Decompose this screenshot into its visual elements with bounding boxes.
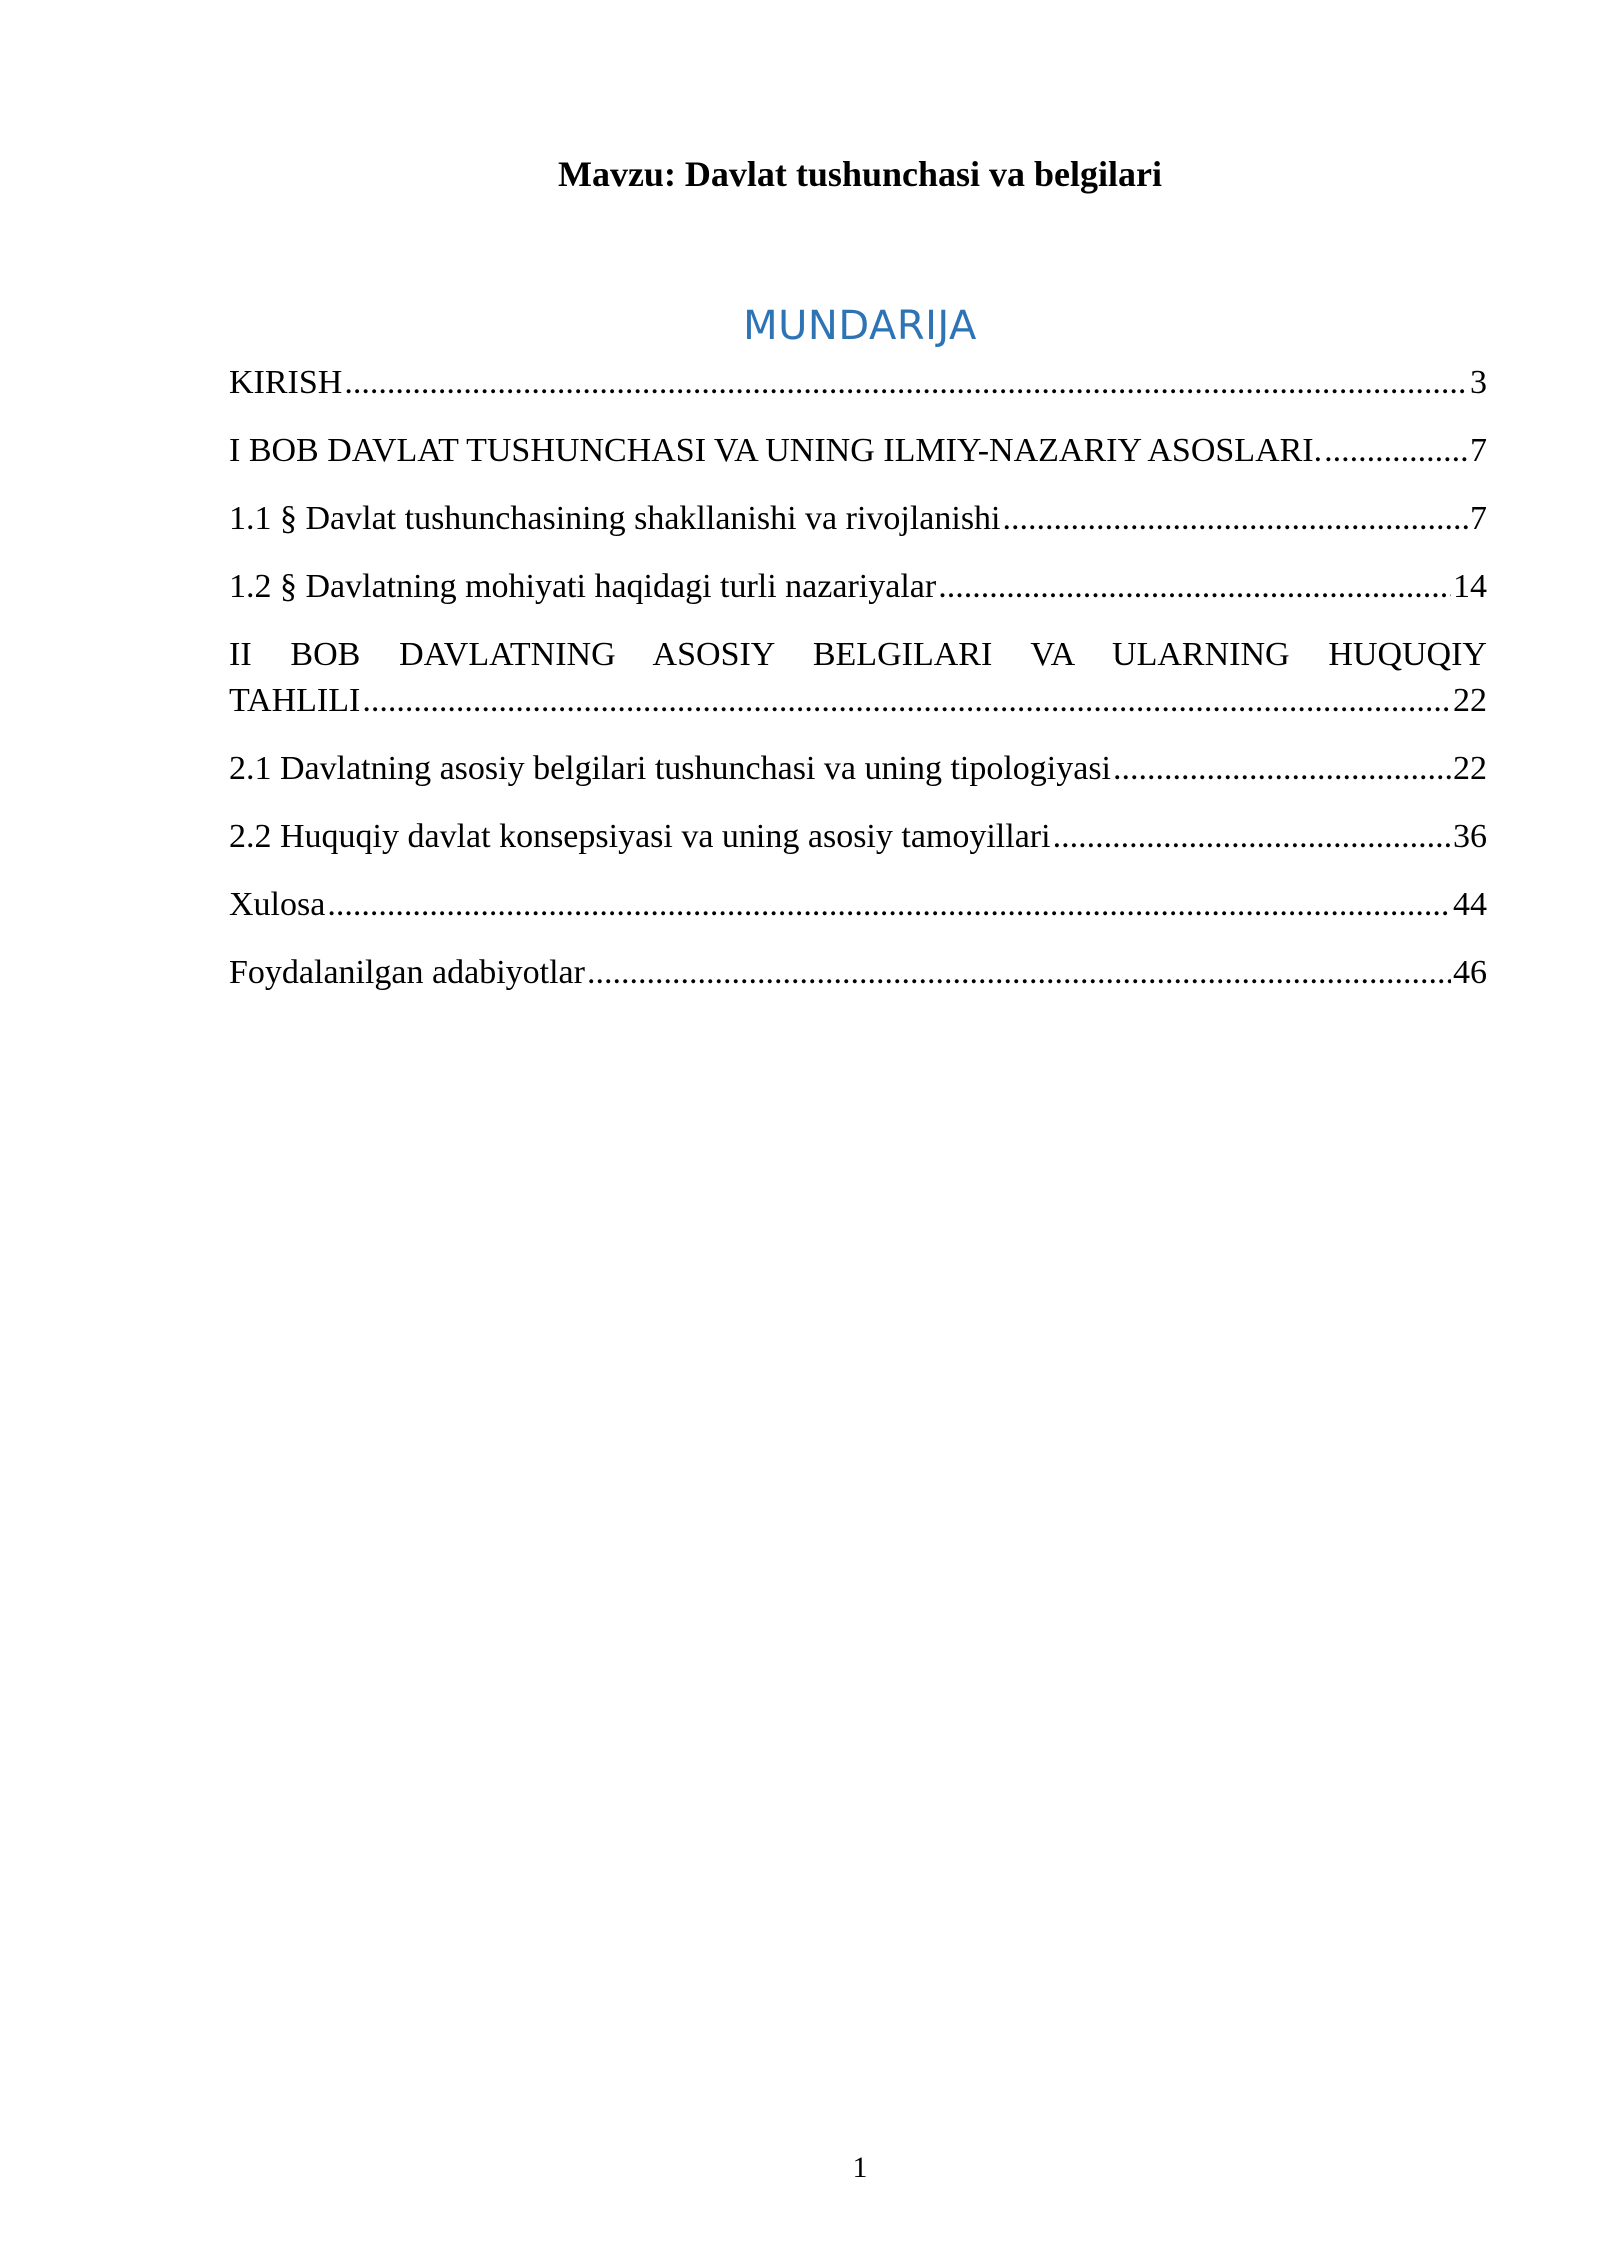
toc-entry-page: 36 xyxy=(1453,818,1487,855)
toc-entry-section-2-1[interactable] xyxy=(229,746,1487,792)
toc-entry-kirish[interactable] xyxy=(229,360,1487,406)
toc-entry-page: 22 xyxy=(1453,750,1487,787)
table-of-contents xyxy=(229,360,1487,1018)
toc-entry-label: 1.1 § Davlat tushunchasining shakllanishi va rivojlanishi xyxy=(229,496,1003,542)
document-title: Mavzu: Davlat tushunchasi va belgilari xyxy=(557,154,1163,194)
toc-entry-chapter-2[interactable] xyxy=(229,632,1487,724)
toc-entry-label-line2: TAHLILI xyxy=(229,678,362,724)
toc-dot-leader xyxy=(587,950,1451,996)
toc-entry-page: 7 xyxy=(1470,500,1487,537)
toc-entry-section-1-1[interactable] xyxy=(229,496,1487,542)
toc-dot-leader xyxy=(327,882,1451,928)
toc-entry-label: 2.1 Davlatning asosiy belgilari tushunchasi va uning tipologiyasi xyxy=(229,746,1113,792)
toc-entry-label-line1: II BOB DAVLATNING ASOSIY BELGILARI VA ULARNING HUQUQIY xyxy=(229,636,1487,673)
toc-entry-page: 22 xyxy=(1453,682,1487,719)
toc-entry-page: 14 xyxy=(1453,568,1487,605)
toc-entry-section-2-2[interactable] xyxy=(229,814,1487,860)
toc-dot-leader xyxy=(1113,746,1451,792)
toc-entry-label: 2.2 Huquqiy davlat konsepsiyasi va uning asosiy tamoyillari xyxy=(229,814,1053,860)
toc-entry-page: 3 xyxy=(1470,364,1487,401)
toc-entry-label: I BOB DAVLAT TUSHUNCHASI VA UNING ILMIY-NAZARIY ASOSLARI. xyxy=(229,428,1324,474)
toc-dot-leader xyxy=(938,564,1451,610)
toc-entry-label: 1.2 § Davlatning mohiyati haqidagi turli nazariyalar xyxy=(229,564,938,610)
page-number: 1 xyxy=(852,2151,868,2184)
toc-dot-leader xyxy=(362,678,1451,724)
toc-entry-xulosa[interactable] xyxy=(229,882,1487,928)
toc-entry-label: KIRISH xyxy=(229,360,344,406)
toc-entry-section-1-2[interactable] xyxy=(229,564,1487,610)
toc-dot-leader xyxy=(1324,428,1468,474)
toc-dot-leader xyxy=(344,360,1468,406)
toc-entry-chapter-1[interactable] xyxy=(229,428,1487,474)
toc-entry-page: 7 xyxy=(1470,432,1487,469)
toc-entry-adabiyotlar[interactable] xyxy=(229,950,1487,996)
toc-entry-label: Foydalanilgan adabiyotlar xyxy=(229,950,587,996)
toc-entry-label: Xulosa xyxy=(229,882,327,928)
toc-entry-page: 46 xyxy=(1453,954,1487,991)
toc-entry-page: 44 xyxy=(1453,886,1487,923)
toc-dot-leader xyxy=(1053,814,1451,860)
toc-heading: MUNDARIJA xyxy=(743,303,977,349)
toc-dot-leader xyxy=(1003,496,1468,542)
